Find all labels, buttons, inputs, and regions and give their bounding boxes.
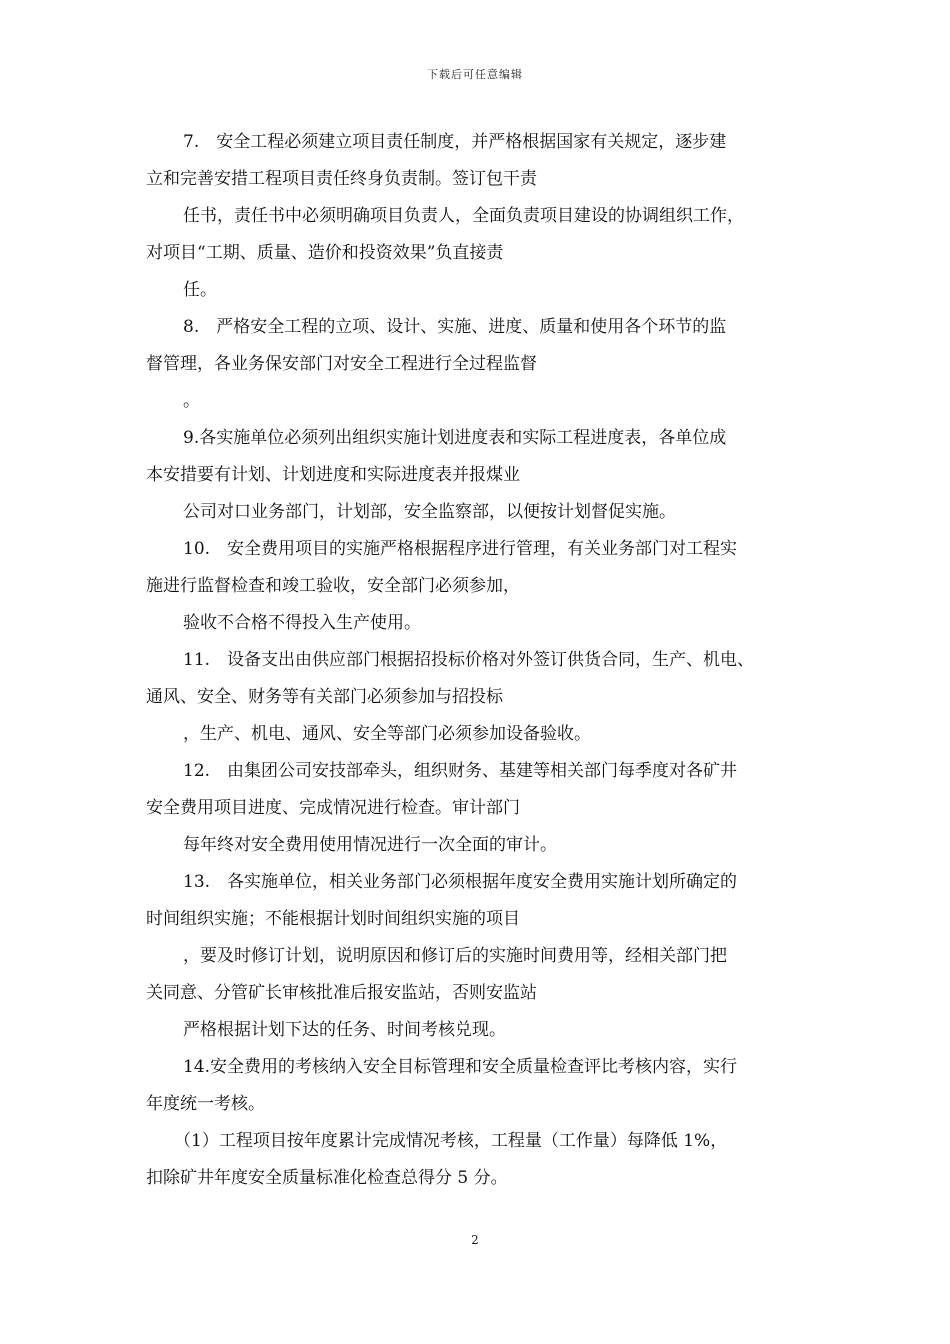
paragraph-line: 。 [183,391,200,411]
page-number: 2 [471,1233,479,1247]
paragraph-line: 每年终对安全费用使用情况进行一次全面的审计。 [183,835,557,855]
paragraph-line: 年度统一考核。 [146,1094,265,1114]
paragraph-line: 安全费用项目进度、完成情况进行检查。审计部门 [146,798,520,818]
paragraph-line: （1）工程项目按年度累计完成情况考核，工程量（工作量）每降低 1%， [174,1131,728,1151]
paragraph-line: 8. 严格安全工程的立项、设计、实施、进度、质量和使用各个环节的监 [183,317,727,337]
paragraph-line: 任。 [183,280,217,300]
paragraph-line: 立和完善安措工程项目责任终身负责制。签订包干责 [146,169,537,189]
paragraph-line: 验收不合格不得投入生产使用。 [183,613,421,633]
paragraph-line: 12. 由集团公司安技部牵头，组织财务、基建等相关部门每季度对各矿井 [183,761,738,781]
paragraph-line: 通风、安全、财务等有关部门必须参加与招投标 [146,687,503,707]
paragraph-line: 任书，责任书中必须明确项目负责人，全面负责项目建设的协调组织工作， [183,206,744,226]
paragraph-line: 9.各实施单位必须列出组织实施计划进度表和实际工程进度表，各单位成 [183,428,727,448]
paragraph-line: 本安措要有计划、计划进度和实际进度表并报煤业 [146,465,520,485]
paragraph-line: 对项目“工期、质量、造价和投资效果”负直接责 [146,243,504,263]
paragraph-line: ，要及时修订计划，说明原因和修订后的实施时间费用等，经相关部门把 [183,946,727,966]
paragraph-line: 关同意、分管矿长审核批准后报安监站，否则安监站 [146,983,537,1003]
paragraph-line: ，生产、机电、通风、安全等部门必须参加设备验收。 [183,724,591,744]
paragraph-line: 14.安全费用的考核纳入安全目标管理和安全质量检查评比考核内容，实行 [183,1057,738,1077]
paragraph-line: 10. 安全费用项目的实施严格根据程序进行管理，有关业务部门对工程实 [183,539,738,559]
header-note: 下载后可任意编辑 [427,68,523,81]
paragraph-line: 时间组织实施；不能根据计划时间组织实施的项目 [146,909,520,929]
paragraph-line: 7. 安全工程必须建立项目责任制度，并严格根据国家有关规定，逐步建 [183,132,727,152]
paragraph-line: 严格根据计划下达的任务、时间考核兑现。 [183,1020,506,1040]
paragraph-line: 11. 设备支出由供应部门根据招投标价格对外签订供货合同，生产、机电、 [183,650,755,670]
paragraph-line: 督管理，各业务保安部门对安全工程进行全过程监督 [146,354,537,374]
paragraph-line: 扣除矿井年度安全质量标准化检查总得分 5 分。 [146,1168,508,1188]
paragraph-line: 施进行监督检查和竣工验收，安全部门必须参加， [146,576,520,596]
document-body [146,124,811,1197]
paragraph-line: 公司对口业务部门，计划部，安全监察部，以便按计划督促实施。 [183,502,676,522]
paragraph-line: 13. 各实施单位，相关业务部门必须根据年度安全费用实施计划所确定的 [183,872,738,892]
